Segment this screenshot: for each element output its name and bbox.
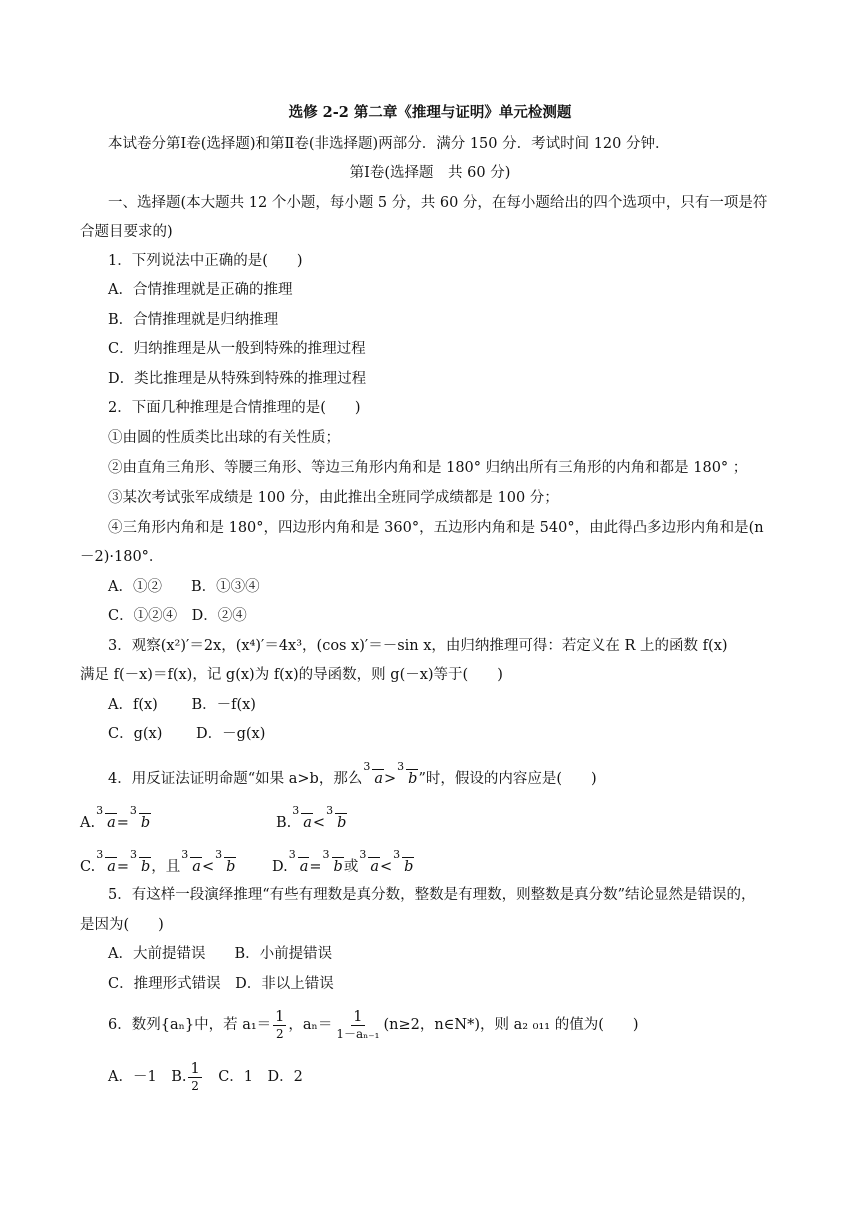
fraction-option-b: 1 2 xyxy=(190,1060,200,1093)
question-5-stem-line1: 5．有这样一段演绎推理“有些有理数是真分数，整数是有理数，则整数是真分数”结论显然是错误的， xyxy=(108,887,756,903)
question-6-options: A．－1 B. 1 2 C．1 D．2 xyxy=(108,1060,303,1093)
question-3-options-ab: A．f(x) B．－f(x) xyxy=(108,697,256,713)
question-4-option-d: D. 3 a= 3 b或 3 a< 3 b xyxy=(272,848,414,875)
question-2-statement-4-line1: ④三角形内角和是 180°，四边形内角和是 360°，五边形内角和是 540°，由此得凸多边形内角和是(n xyxy=(108,520,764,536)
fraction-one-half: 1 2 xyxy=(275,1008,285,1041)
question-5-options-cd: C．推理形式错误 D．非以上错误 xyxy=(108,976,334,992)
question-2-statement-3: ③某次考试张军成绩是 100 分，由此推出全班同学成绩都是 100 分； xyxy=(108,490,559,506)
question-4-option-b: B. 3 a< 3 b xyxy=(276,804,347,831)
question-4-stem: 4．用反证法证明命题“如果 a>b，那么 3 a> 3 b”时，假设的内容应是( ) xyxy=(108,760,597,787)
section-instructions-line1: 一、选择题(本大题共 12 个小题，每小题 5 分，共 60 分，在每小题给出的四个选项中，只有一项是符 xyxy=(108,195,768,211)
question-2-stem: 2．下面几种推理是合情推理的是( ) xyxy=(108,400,361,416)
question-1-stem: 1．下列说法中正确的是( ) xyxy=(108,253,303,269)
question-3-options-cd: C．g(x) D．－g(x) xyxy=(108,726,266,742)
question-3-stem-line2: 满足 f(－x)＝f(x)，记 g(x)为 f(x)的导函数，则 g(－x)等于( ) xyxy=(80,667,503,683)
question-2-options-ab: A．①② B．①③④ xyxy=(108,579,260,595)
question-2-statement-1: ①由圆的性质类比出球的有关性质； xyxy=(108,430,340,446)
question-1-option-b: B．合情推理就是归纳推理 xyxy=(108,312,279,328)
question-6-stem: 6．数列{aₙ}中，若 a₁＝ 1 2 ，aₙ＝ 1 1－aₙ₋₁ (n≥2，n∈N*)，则 a₂ ₀₁₁ 的值为( ) xyxy=(108,1008,639,1041)
exam-intro: 本试卷分第Ⅰ卷(选择题)和第Ⅱ卷(非选择题)两部分．满分 150 分．考试时间 120 分钟． xyxy=(108,136,670,152)
question-5-stem-line2: 是因为( ) xyxy=(80,917,164,933)
question-1-option-a: A．合情推理就是正确的推理 xyxy=(108,282,293,298)
question-4-stem-end: ”时，假设的内容应是( ) xyxy=(418,771,597,787)
question-4-option-c: C. 3 a= 3 b，且 3 a< 3 b xyxy=(80,848,236,875)
question-4-stem-start: 4．用反证法证明命题“如果 a>b，那么 xyxy=(108,771,363,787)
question-2-statement-2: ②由直角三角形、等腰三角形、等边三角形内角和是 180° 归纳出所有三角形的内角和都是 180° ； xyxy=(108,460,748,476)
question-3-stem-line1: 3．观察(x²)′＝2x，(x⁴)′＝4x³，(cos x)′＝－sin x，由归纳推理可得：若定义在 R 上的函数 f(x) xyxy=(108,638,728,654)
question-1-option-c: C．归纳推理是从一般到特殊的推理过程 xyxy=(108,341,366,357)
question-5-options-ab: A．大前提错误 B．小前提错误 xyxy=(108,946,333,962)
page-title: 选修 2-2 第二章《推理与证明》单元检测题 xyxy=(288,104,572,121)
part-heading: 第Ⅰ卷(选择题 共 60 分) xyxy=(349,165,511,181)
question-2-options-cd: C．①②④ D．②④ xyxy=(108,608,247,624)
cube-root-b: 3 b xyxy=(397,760,418,787)
question-1-option-d: D．类比推理是从特殊到特殊的推理过程 xyxy=(108,371,367,387)
fraction-recurrence: 1 1－aₙ₋₁ xyxy=(336,1008,380,1041)
cube-root-a: 3 a xyxy=(363,760,383,787)
question-2-statement-4-line2: －2)·180°． xyxy=(80,549,164,565)
section-instructions-line2: 合题目要求的) xyxy=(80,224,173,240)
question-4-option-a: A. 3 a= 3 b xyxy=(80,804,151,831)
